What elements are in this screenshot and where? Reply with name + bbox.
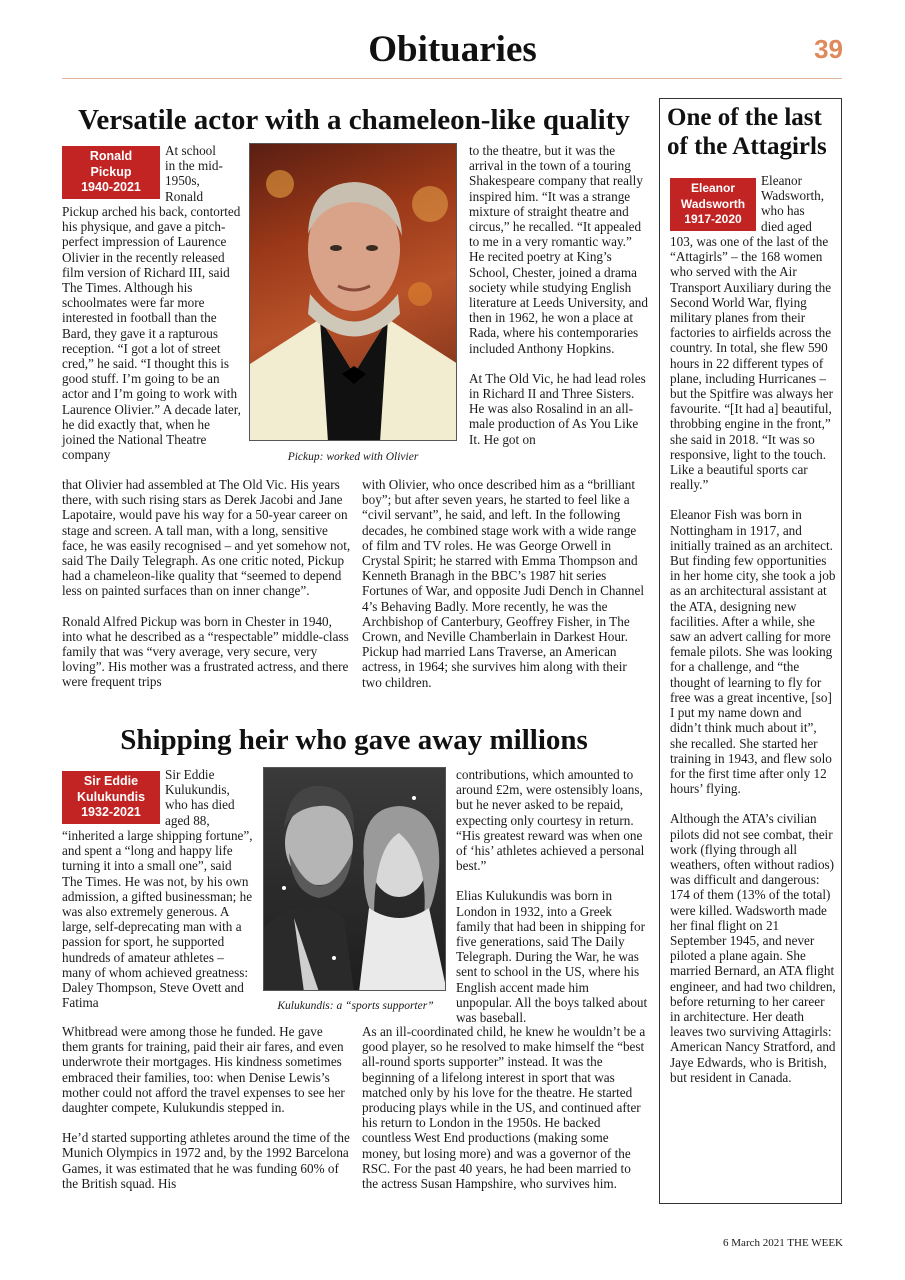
page-title: Obituaries — [368, 29, 537, 70]
intro-line: aged 88, — [165, 812, 210, 828]
couple-illustration — [264, 768, 446, 991]
intro-line: in the mid- — [165, 158, 223, 174]
kulukundis-name-tag — [62, 771, 160, 824]
tag-line: Ronald — [89, 149, 133, 163]
tag-line: Kulukundis — [76, 789, 146, 804]
intro-line: Ronald — [165, 188, 204, 204]
wadsworth-headline: One of the last of the Attagirls — [667, 104, 827, 160]
kulukundis-body-col2-bottom — [362, 1024, 648, 1191]
kulukundis-body-col1 — [62, 828, 254, 1010]
paragraph: Whitbread were among those he funded. He gave them grants for training, paid their air fares, and even underwrote their mortgages. His kindness sometimes embraced their families, too: when Denise Lewis’s mother could not afford the travel expenses to see her daughter compete, Kulukundis stepped in. — [62, 1024, 345, 1116]
paragraph: with Olivier, who once described him as a “brilliant boy”; but after seven years, he started to feel like a “civil servant”, he said, and left. In the following decades, he combined stage work with a wide range of film and TV roles. He was George Orwell in Crystal Spirit; he starred with Emma Thompson and Kenneth Branagh in the BBC’s 1987 hit series Fortunes of War, and opposite Judi Dench in Channel 4’s Behaving Badly. More recently, he was the Archbishop of Canterbury, Geoffrey Fisher, in The Crown, and Neville Chamberlain in Darkest Hour. Pickup had married Lans Traverse, an American actress, in 1964; she survives him along with their two children. — [362, 477, 645, 690]
tag-line: Pickup — [90, 164, 132, 179]
pickup-photo-caption: Pickup: worked with Olivier — [287, 451, 419, 463]
paragraph: “inherited a large shipping fortune”, and spent a “long and happy life turning it into a small one”, said The Times. He was not, by his own admission, a gifted businessman; he was also extremely generous. A large, self-deprecating man with a passion for sport, he supported hundreds of amateur athletes – many of whom achieved greatness: Daley Thompson, Steve Ovett and Fatima — [62, 828, 253, 1011]
intro-line: Sir Eddie — [165, 767, 215, 782]
paragraph: to the theatre, but it was the arrival in the town of a touring Shakespeare company that really inspired him. “It was a strange mixture of straight theatre and circus,” he recalled. “It appealed to me in a very romantic way.” He recited poetry at King’s School, Chester, joined a drama society while studying English literature at Leeds University, and then in 1962, he won a place at Rada, where his contemporaries included Anthony Hopkins. — [469, 143, 648, 356]
paragraph: As an ill-coordinated child, he knew he wouldn’t be a good player, so he resolved to make himself the “best all-round sports supporter” instead. It was the beginning of a lifelong interest in sport that was matched only by his love for the theatre. He started producing plays while in the US, and continued after his return to London in the 1950s. He backed countless West End productions (making some money, but losing more) and was a governor of the RSC. For the past 40 years, he had been married to the actress Susan Hampshire, who survives him. — [362, 1024, 646, 1192]
pickup-name-tag — [62, 146, 160, 199]
tag-line: 1940-2021 — [81, 180, 141, 194]
page-footer: 6 March 2021 THE WEEK — [723, 1237, 843, 1249]
paragraph: Pickup arched his back, contorted his physique, and gave a pitch-perfect impression of Laurence Olivier in the recently released film version of Richard III, said The Times. Although his schoolmates were far more interested in football than the Bard, they gave it a rapturous reception. “I got a lot of street cred,” he said. “I thought this is good stuff. I’m going to be an actor and I’m going to work with Laurence Olivier.” A decade later, he did exactly that, when he joined the National Theatre company — [62, 204, 241, 463]
pickup-body-col2 — [469, 143, 649, 447]
paragraph: Elias Kulukundis was born in London in 1932, into a Greek family that had been in shipping for five generations, said The Daily Telegraph. During the War, he was sent to school in the US, where his English accent made him unpopular. All the boys talked about was baseball. — [456, 888, 648, 1026]
intro-line: who has died — [165, 797, 235, 813]
paragraph: 103, was one of the last of the “Attagirls” – the 168 women who served with the Air Transport Auxiliary during the Second World War, flying military planes from their factories to airfields across the country. In total, she flew 590 hours in 22 different types of plane, including Hurricanes – but the Spitfire was always her favourite. “[It had a] beautiful, throbbing engine in the front,” she said in 2018. “It was so responsive, light to the touch. Like a beautiful sports car really.” — [670, 234, 833, 493]
wadsworth-name-tag — [670, 178, 756, 231]
page-number: 39 — [814, 34, 843, 64]
tag-line: 1932-2021 — [81, 805, 141, 819]
paragraph: Although the ATA’s civilian pilots did not see combat, their work (flying through all weathers, often without radios) was difficult and dangerous: 174 of them (13% of the total) were killed. Wadsworth made her final flight on 21 September 1945, and never piloted a plane again. She married Bernard, an ATA flight engineer, and had two children, before returning to her career in architecture. Her death leaves two surviving Attagirls: American Nancy Stratford, and Jaye Edwards, who is British, but resident in Canada. — [670, 811, 836, 1085]
tag-line: Eleanor — [690, 181, 735, 195]
wadsworth-intro-lines — [761, 173, 837, 234]
intro-line: 1950s, — [165, 173, 200, 189]
kulukundis-headline: Shipping heir who gave away millions — [120, 724, 588, 756]
intro-line: At school — [165, 143, 216, 158]
tag-line: Sir Eddie — [83, 774, 139, 788]
portrait-illustration — [250, 144, 457, 441]
paragraph: that Olivier had assembled at The Old Vic. His years there, with such rising stars as Derek Jacobi and Jane Lapotaire, would pave his way for a 50-year career on stage and screen. A tall man, with a long, sensitive face, he was easily recognised – and yet somehow not, said The Daily Telegraph. As one critic noted, Pickup had a chameleon-like quality that “seemed to depend less on painted surfaces than on inner change”. — [62, 477, 351, 599]
pickup-body-col1 — [62, 204, 242, 462]
tag-line: Wadsworth — [680, 196, 746, 211]
kulukundis-photo-caption: Kulukundis: a “sports supporter” — [277, 1000, 434, 1012]
kulukundis-body-col2 — [456, 767, 648, 1025]
intro-line: who has — [761, 203, 805, 219]
intro-line: Wadsworth, — [761, 188, 825, 204]
paragraph: At The Old Vic, he had lead roles in Richard II and Three Sisters. He was also Rosalind in an all-male production of As You Like It. He got on — [469, 370, 646, 447]
pickup-body-col2-bottom — [362, 477, 648, 690]
paragraph: Ronald Alfred Pickup was born in Chester in 1940, into what he described as a “respectable” middle-class family that was “very average, very secure, very loving”. His mother was a frustrated actress, and there were frequent trips — [62, 613, 349, 690]
intro-line: Eleanor — [761, 173, 803, 188]
kulukundis-body-col1-bottom — [62, 1024, 350, 1191]
pickup-body-col1-bottom — [62, 477, 352, 690]
header-rule — [62, 78, 842, 79]
kulukundis-photo — [263, 767, 446, 991]
pickup-intro-lines — [165, 143, 243, 204]
tag-line: 1917-2020 — [684, 212, 742, 226]
paragraph: He’d started supporting athletes around the time of the Munich Olympics in 1972 and, by the 1992 Barcelona Games, it was estimated that he was funding 60% of the British squad. His — [62, 1130, 350, 1191]
pickup-photo — [249, 143, 457, 441]
kulukundis-intro-lines — [165, 767, 260, 828]
paragraph: contributions, which amounted to around £2m, were ostensibly loans, but he never asked to be repaid, expecting only courtesy in return. “His greatest reward was when one of ‘his’ athletes achieved a personal best.” — [456, 767, 645, 874]
wadsworth-body — [670, 234, 836, 1085]
intro-line: Kulukundis, — [165, 782, 230, 798]
pickup-headline: Versatile actor with a chameleon-like quality — [78, 104, 630, 136]
intro-line: died aged — [761, 218, 812, 234]
paragraph: Eleanor Fish was born in Nottingham in 1917, and initially trained as an architect. But finding few opportunities in her home city, she took a job as an architectural assistant at the ATA, designing new facilities. After a while, she saw an advert calling for more female pilots. She was looking for a challenge, and “the thought of learning to fly for free was a great incentive, [so] I put my name down and didn’t think much about it”, she recalled. She started her training in 1943, and flew solo for the first time after only 12 hours’ flying. — [670, 507, 836, 797]
